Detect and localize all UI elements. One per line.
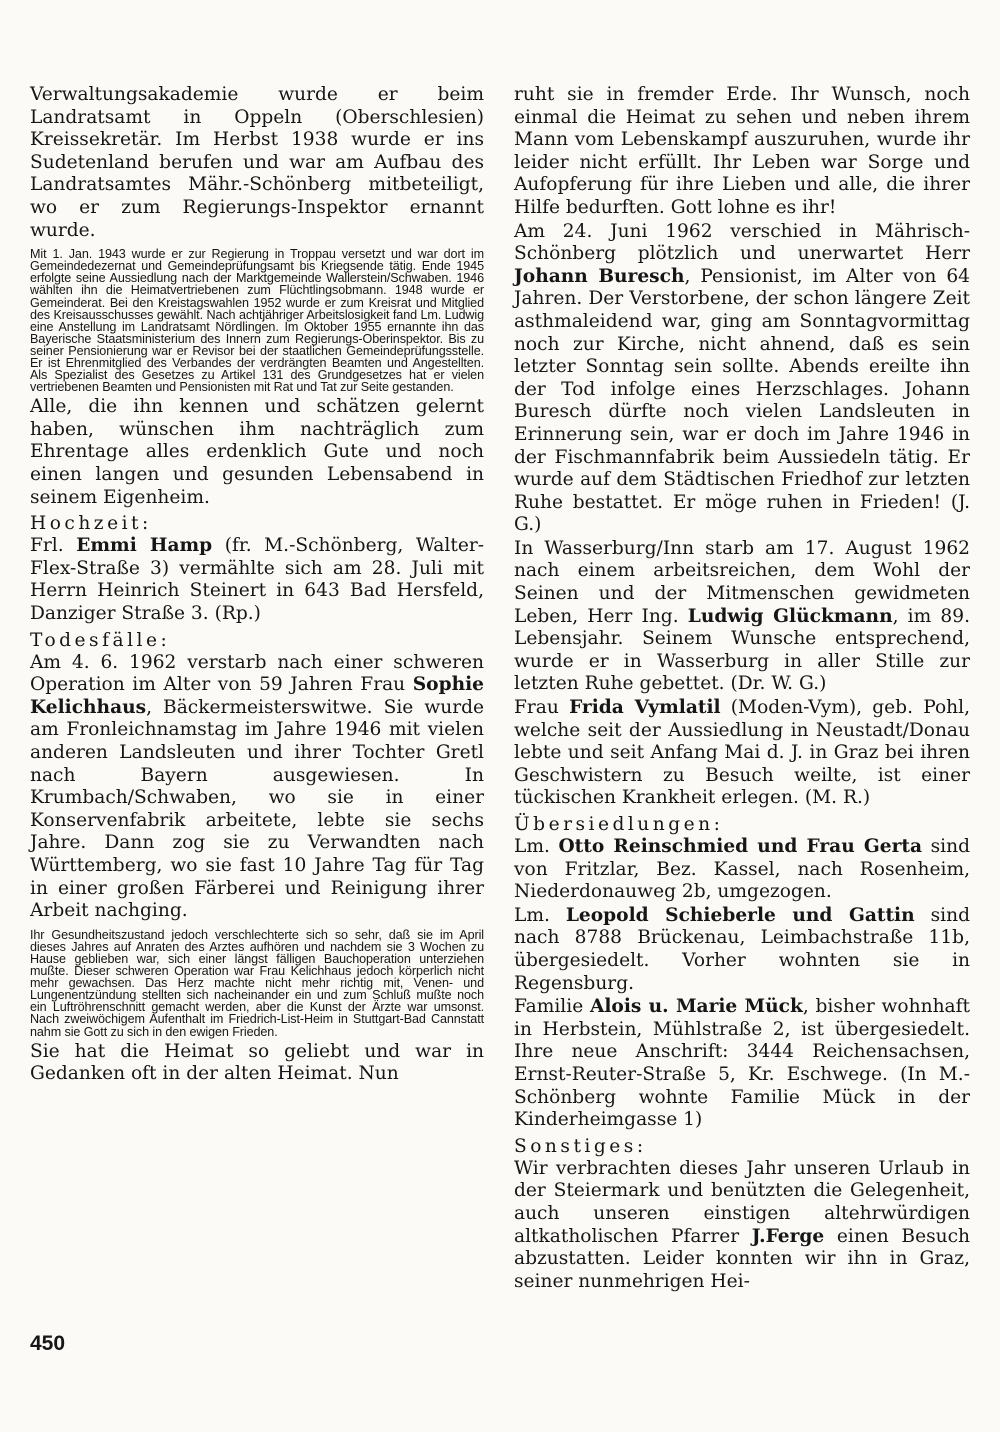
person-name: J.Ferge [751,1225,825,1247]
wedding-notice: Frl. Emmi Hamp (fr. M.-Schönberg, Walter-Flex-Straße 3) vermählte sich am 28. Juli mit Herrn Heinrich Steinert in 643 Bad Hersfeld, Danziger Straße 3. (Rp.) [30,535,484,625]
relocation-schieberle: Lm. Leopold Schieberle und Gattin sind nach 8788 Brückenau, Leimbachstraße 11b, übergesiedelt. Vorher wohnten sie in Regensburg. [514,904,970,994]
birthday-wishes-paragraph: Alle, die ihn kennen und schätzen gelernt haben, wünschen ihm nachträglich zum Ehrentage alles erdenklich Gute und noch einen langen und gesunden Lebensabend in seinem Eigenheim. [30,396,484,508]
obituary-kelichhaus-detail: Ihr Gesundheitszustand jedoch verschlechterte sich so sehr, daß sie im April dieses Jahres auf Anraten des Arztes aufhören und nachdem sie 3 Wochen zu Hause geblieben war, sich einer längst fälligen Bauchoperation unterziehen mußte. Dieser schweren Operation war Frau Kelichhaus jedoch körperlich nicht mehr gewachsen. Das Herz machte nicht mehr richtig mit, Venen- und Lungenentzündung stellten sich nacheinander ein und zum Schluß mußte noch ein Luftröhrenschnitt gemacht werden, aber die Kunst der Ärzte war umsonst. Nach zweiwöchigem Aufenthalt im Friedrich-List-Heim in Stuttgart-Bad Cannstatt nahm sie Gott zu sich in den ewigen Frieden. [30,927,484,1039]
right-column [514,84,970,1294]
biography-detail-paragraph: Mit 1. Jan. 1943 wurde er zur Regierung in Troppau versetzt und war dort im Gemeindedezernat und Gemeindeprüfungsamt bis Kriegsende tätig. Ende 1945 erfolgte seine Aussiedlung nach der Marktgemeinde Wallerstein/Schwaben. 1946 wählten ihn die Heimatvertriebenen zum Flüchtlingsobmann. 1948 wurde er Gemeinderat. Bei den Kreistagswahlen 1952 wurde er zum Kreisrat und Mitglied des Kreisausschusses gewählt. Nach achtjähriger Arbeitslosigkeit fand Lm. Ludwig eine Anstellung im Landratsamt Nördlingen. Im Oktober 1955 ernannte ihn das Bayerische Staatsministerium des Innern zum Regierungs-Oberinspektor. Bis zu seiner Pensionierung war er Revisor bei der staatlichen Gemeindeprüfungsstelle. Er ist Ehrenmitglied des Verbandes der verdrängten Beamten und Angestellten. Als Spezialist des Gesetzes zu Artikel 131 des Grundgesetzes hat er vielen vertriebenen Beamten und Pensionisten mit Rat und Tat zur Seite gestanden. [30,247,484,395]
person-name: Ludwig Glückmann [687,605,893,627]
person-name: Sophie Kelichhaus [30,674,484,718]
obituary-kelichhaus: Am 4. 6. 1962 verstarb nach einer schweren Operation im Alter von 59 Jahren Frau Sophie Kelichhaus, Bäckermeisterswitwe. Sie wurde am Fronleichnamstag im Jahre 1946 mit vielen anderen Landsleuten und ihrer Tochter Gretl nach Bayern ausgewiesen. In Krumbach/Schwaben, wo sie in einer Konservenfabrik arbeitete, lebte sie sechs Jahre. Dann zog sie zu Verwandten nach Württemberg, wo sie fast 10 Jahre Tag für Tag in einer großen Färberei und Reinigung ihrer Arbeit nachging. [30,651,484,922]
person-name: Alois u. Marie Mück [589,996,803,1018]
obituary-kelichhaus-end: Sie hat die Heimat so geliebt und war in Gedanken oft in der alten Heimat. Nun [30,1040,484,1085]
person-name: Leopold Schieberle und Gattin [565,904,915,926]
biography-paragraph: Verwaltungsakademie wurde er beim Landratsamt in Oppeln (Oberschlesien) Kreissekretär. Im Herbst 1938 wurde er ins Sudetenland berufen und war am Aufbau des Landratsamtes Mähr.-Schönberg mitbeteiligt, wo er zum Regierungs-Inspektor ernannt wurde. [30,84,484,241]
relocation-reinschmied: Lm. Otto Reinschmied und Frau Gerta sind von Fritzlar, Bez. Kassel, nach Rosenheim, Niederdonauweg 2b, umgezogen. [514,836,970,903]
left-column [30,84,484,1087]
person-name: Otto Reinschmied und Frau Gerta [558,836,923,857]
obituary-buresch: Am 24. Juni 1962 verschied in Mährisch-Schönberg plötzlich und unerwartet Herr Johann Buresch, Pensionist, im Alter von 64 Jahren. Der Verstorbene, der schon längere Zeit asthmaleidend war, ging am Sonntagvormittag noch zur Kirche, nicht ahnend, daß es sein letzter Sonntag sein sollte. Abends ereilte ihn der Tod infolge eines Herzschlages. Johann Buresch dürfte noch vielen Landsleuten in Erinnerung sein, war er doch im Jahre 1946 in der Fischmannfabrik beim Aussiedeln tätig. Er wurde auf dem Städtischen Friedhof zur letzten Ruhe bestattet. Er möge ruhen in Frieden! (J. G.) [514,220,971,536]
relocation-mueck: Familie Alois u. Marie Mück, bisher wohnhaft in Herbstein, Mühlstraße 2, ist übergesiedelt. Ihre neue Anschrift: 3444 Reichensachsen, Ernst-Reuter-Straße 5, Kr. Eschwege. (In M.-Schönberg wohnte Familie Mück in der Kinderheimgasse 1) [514,996,970,1131]
misc-paragraph: Wir verbrachten dieses Jahr unseren Urlaub in der Steiermark und benützten die Gelegenheit, auch unseren einstigen altehrwürdigen altkatholischen Pfarrer J.Ferge einen Besuch abzustatten. Leider konnten wir ihn in Graz, seiner nunmehrigen Hei- [514,1157,970,1292]
obituary-glueckmann: In Wasserburg/Inn starb am 17. August 1962 nach einem arbeitsreichen, dem Wohl der Seinen und der Mitmenschen gewidmeten Leben, Herr Ing. Ludwig Glückmann, im 89. Lebensjahr. Seinem Wunsche entsprechend, wurde er in Wasserburg in aller Stille zur letzten Ruhe gebettet. (Dr. W. G.) [514,537,970,695]
obituary-kelichhaus-continued: ruht sie in fremder Erde. Ihr Wunsch, noch einmal die Heimat zu sehen und neben ihrem Mann vom Lebenskampf auszuruhen, wurde ihr leider nicht erfüllt. Ihr Leben war Sorge und Aufopferung für ihre Lieben und alle, die ihrer Hilfe bedurften. Gott lohne es ihr! [514,84,970,218]
person-name: Frida Vymlatil [569,697,721,719]
person-name: Johann Buresch [514,265,685,287]
person-name: Emmi Hamp [76,535,213,557]
section-heading-hochzeit: Hochzeit: [30,513,152,535]
section-heading-uebersiedlungen: Übersiedlungen: [514,814,724,835]
section-heading-sonstiges: Sonstiges: [514,1135,647,1157]
page-number: 450 [30,1332,66,1355]
obituary-vymlatil: Frau Frida Vymlatil (Moden-Vym), geb. Pohl, welche seit der Aussiedlung in Neustadt/Donau lebte und seit Anfang Mai d. J. in Graz bei ihren Geschwistern zu Besuch weilte, ist einer tückischen Krankheit erlegen. (M. R.) [514,697,970,809]
section-heading-todesfaelle: Todesfälle: [30,629,171,651]
